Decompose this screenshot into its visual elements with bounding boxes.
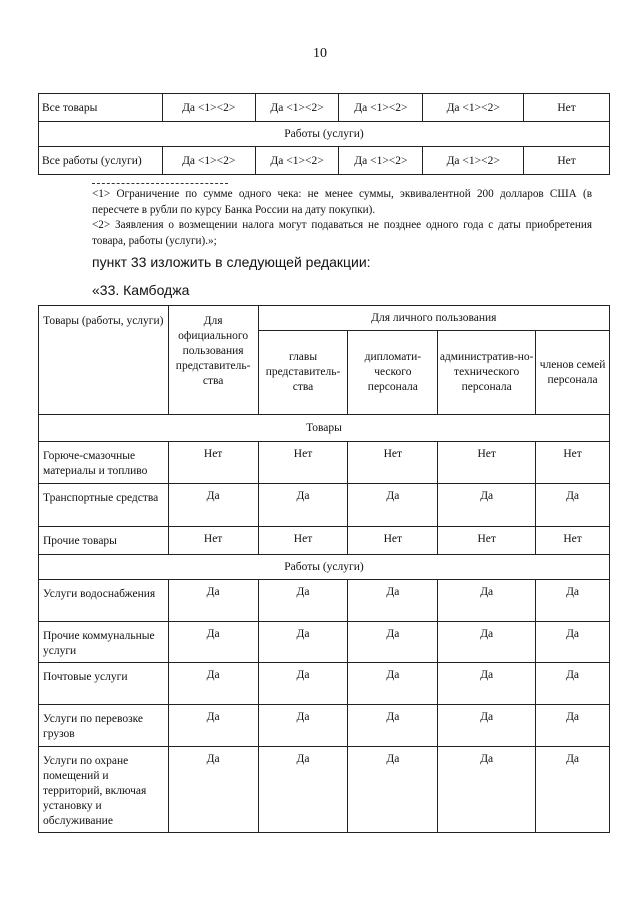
row-label: Услуги по охране помещений и территорий, включая установку и обслуживание: [39, 747, 169, 833]
header-diplomatic: дипломати-ческого персонала: [348, 331, 438, 415]
table-section-row: [39, 555, 610, 580]
section-works: Работы (услуги): [39, 555, 610, 580]
header-family: членов семей персонала: [536, 331, 610, 415]
section-label: Работы (услуги): [39, 122, 610, 147]
table-cell: Да: [536, 663, 610, 705]
table-row: [39, 747, 610, 833]
table-row: [39, 663, 610, 705]
footnote-1: <1> Ограничение по сумме одного чека: не менее суммы, эквивалентной 200 долларов США (в пересчете в рубли по курсу Банка России на дату покупки).: [92, 188, 592, 216]
table-cell: Нет: [536, 442, 610, 484]
table-cell: Да: [348, 663, 438, 705]
table-cell: Нет: [348, 527, 438, 555]
table-cell: Да: [168, 622, 258, 663]
table-cell: Нет: [168, 527, 258, 555]
page-number: 10: [313, 46, 327, 61]
header-admin: административ-но-технического персонала: [438, 331, 536, 415]
table-cell: Да: [348, 622, 438, 663]
header-goods: Товары (работы, услуги): [39, 306, 169, 415]
table-cell: Нет: [536, 527, 610, 555]
header-personal: Для личного пользования: [258, 306, 609, 331]
table-cell: Да: [258, 484, 348, 527]
header-official: Для официального пользования представитель-ства: [168, 306, 258, 415]
table-cell: Да: [258, 580, 348, 622]
table-cell: Да: [348, 580, 438, 622]
table-cell: Да <1><2>: [339, 147, 423, 175]
table-row: [39, 94, 610, 122]
table-row: [39, 622, 610, 663]
table-cell: Да <1><2>: [255, 147, 339, 175]
table-cell: Нет: [348, 442, 438, 484]
row-label: Прочие коммунальные услуги: [39, 622, 169, 663]
cambodia-table: [38, 305, 610, 833]
footnote-divider: [92, 183, 228, 184]
table-cell: Да: [536, 705, 610, 747]
table-cell: Да: [258, 705, 348, 747]
table-row: [39, 147, 610, 175]
table-cell: Да: [438, 663, 536, 705]
table-cell: Да: [438, 580, 536, 622]
table-cell: Да: [536, 580, 610, 622]
table-cell: Да <1><2>: [162, 94, 255, 122]
row-label: Транспортные средства: [39, 484, 169, 527]
table-cell: Нет: [258, 442, 348, 484]
row-label: Горюче-смазочные материалы и топливо: [39, 442, 169, 484]
header-row: [39, 306, 610, 331]
row-label: Почтовые услуги: [39, 663, 169, 705]
table-cell: Да: [348, 484, 438, 527]
section-goods: Товары: [39, 415, 610, 442]
table-cell: Нет: [438, 442, 536, 484]
table-cell: Да: [168, 747, 258, 833]
table-cell: Да: [168, 484, 258, 527]
table-cell: Да <1><2>: [339, 94, 423, 122]
table-cell: Да <1><2>: [162, 147, 255, 175]
table-cell: Да <1><2>: [423, 94, 524, 122]
table-cell: Да: [258, 663, 348, 705]
table-cell: Да: [168, 663, 258, 705]
table-cell: Да: [168, 580, 258, 622]
section-title: «33. Камбоджа: [92, 282, 190, 298]
table-row: [39, 527, 610, 555]
table-cell: Да: [438, 747, 536, 833]
table-cell: Да: [438, 484, 536, 527]
table-cell: Да: [438, 622, 536, 663]
header-heads: главы представитель-ства: [258, 331, 348, 415]
table-row: [39, 442, 610, 484]
footnote-2: <2> Заявления о возмещении налога могут подаваться не позднее одного года с даты приобретения товара, работы (услуги).»;: [92, 219, 592, 247]
table-cell: Нет: [438, 527, 536, 555]
table-cell: Нет: [258, 527, 348, 555]
table-cell: Да: [348, 705, 438, 747]
row-label: Услуги по перевозке грузов: [39, 705, 169, 747]
table-row: [39, 705, 610, 747]
table-cell: Да: [348, 747, 438, 833]
table-cell: Да: [168, 705, 258, 747]
table-cell: Да <1><2>: [423, 147, 524, 175]
previous-country-table: [38, 93, 610, 175]
table-cell: Нет: [524, 147, 610, 175]
table-cell: Да: [536, 484, 610, 527]
table-cell: Да: [536, 622, 610, 663]
row-label: Услуги водоснабжения: [39, 580, 169, 622]
table-cell: Нет: [168, 442, 258, 484]
table-cell: Да: [536, 747, 610, 833]
table-cell: Да: [438, 705, 536, 747]
row-label: Прочие товары: [39, 527, 169, 555]
table-cell: Да: [258, 747, 348, 833]
table-section-row: [39, 415, 610, 442]
table-section-row: [39, 122, 610, 147]
table-cell: Нет: [524, 94, 610, 122]
table-cell: Да: [258, 622, 348, 663]
table-row: [39, 580, 610, 622]
row-label: Все работы (услуги): [39, 147, 163, 175]
table-cell: Да <1><2>: [255, 94, 339, 122]
table-row: [39, 484, 610, 527]
row-label: Все товары: [39, 94, 163, 122]
amendment-text: пункт 33 изложить в следующей редакции:: [92, 254, 371, 270]
